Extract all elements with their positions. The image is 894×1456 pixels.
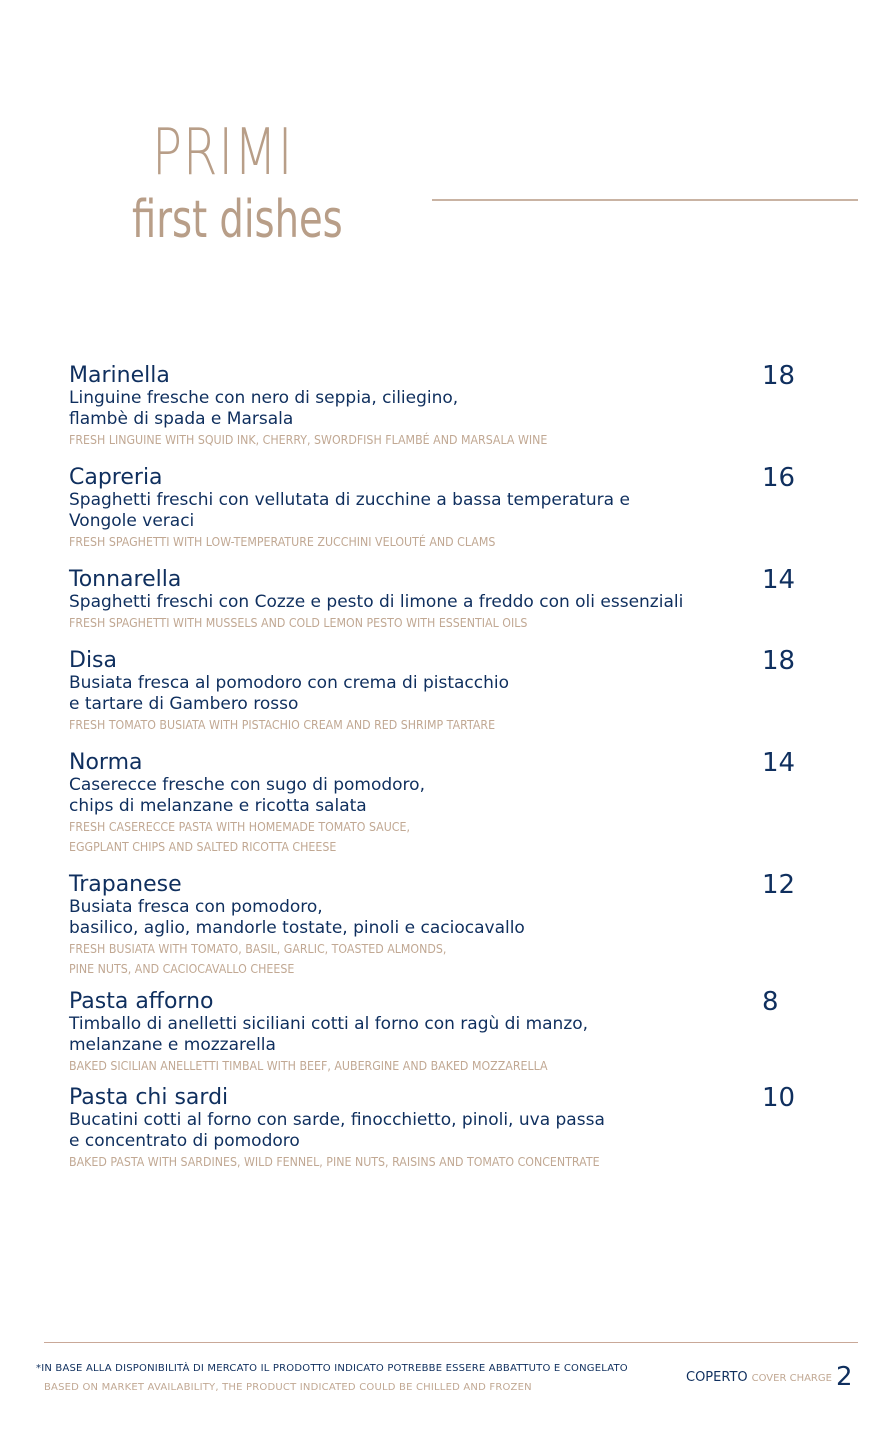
dish-name: Trapanese: [69, 872, 182, 897]
dish-name: Tonnarella: [69, 567, 182, 592]
dish-name: Disa: [69, 648, 117, 673]
dish-description-it: Caserecce fresche con sugo di pomodoro, chips di melanzane e ricotta salata: [69, 775, 425, 816]
menu-item: [69, 463, 829, 552]
dish-description-it: Busiata fresca al pomodoro con crema di pistacchio e tartare di Gambero rosso: [69, 673, 510, 714]
dish-description-it: Linguine fresche con nero di seppia, ciliegino, flambè di spada e Marsala: [69, 388, 459, 429]
footnote-italian: *IN BASE ALLA DISPONIBILITÀ DI MERCATO IL PRODOTTO INDICATO POTREBBE ESSERE ABBATTUTO E CONGELATO: [36, 1363, 628, 1374]
dish-description-it: Timballo di anelletti siciliani cotti al forno con ragù di manzo, melanzane e mozzarella: [69, 1014, 589, 1055]
dish-description-en: FRESH SPAGHETTI WITH MUSSELS AND COLD LEMON PESTO WITH ESSENTIAL OILS: [69, 616, 528, 630]
dish-description-en: FRESH SPAGHETTI WITH LOW-TEMPERATURE ZUCCHINI VELOUTÉ AND CLAMS: [69, 535, 496, 549]
dish-price: 18: [762, 646, 796, 676]
dish-price: 18: [762, 361, 796, 391]
page-title-first-dishes: first dishes: [132, 190, 343, 250]
dish-price: 14: [762, 565, 796, 595]
dish-price: 14: [762, 748, 796, 778]
footer-divider: [44, 1342, 858, 1343]
dish-description-it: Spaghetti freschi con vellutata di zucchine a bassa temperatura e Vongole veraci: [69, 490, 630, 531]
cover-charge-label: COPERTO: [686, 1370, 748, 1385]
menu-item: [69, 646, 829, 735]
dish-price: 12: [762, 870, 796, 900]
menu-item: [69, 870, 829, 979]
title-divider: [432, 199, 858, 201]
menu-item: [69, 361, 829, 450]
footnote-english: BASED ON MARKET AVAILABILITY, THE PRODUCT INDICATED COULD BE CHILLED AND FROZEN: [44, 1382, 532, 1393]
dish-name: Norma: [69, 750, 143, 775]
dish-description-en: FRESH LINGUINE WITH SQUID INK, CHERRY, SWORDFISH FLAMBÉ AND MARSALA WINE: [69, 433, 548, 447]
dish-description-it: Bucatini cotti al forno con sarde, finocchietto, pinoli, uva passa e concentrato di pomodoro: [69, 1110, 605, 1151]
dish-name: Pasta afforno: [69, 989, 214, 1014]
cover-charge-label-en: COVER CHARGE: [751, 1373, 832, 1384]
menu-item: [69, 1083, 829, 1172]
dish-description-en: FRESH CASERECCE PASTA WITH HOMEMADE TOMATO SAUCE, EGGPLANT CHIPS AND SALTED RICOTTA CHEESE: [69, 820, 410, 854]
menu-item: [69, 987, 829, 1076]
dish-price: 10: [762, 1083, 796, 1113]
cover-charge-price: 2: [835, 1362, 853, 1392]
dish-name: Marinella: [69, 363, 170, 388]
menu-item: [69, 565, 829, 633]
dish-price: 16: [762, 463, 796, 493]
dish-description-it: Spaghetti freschi con Cozze e pesto di limone a freddo con oli essenziali: [69, 592, 684, 612]
dish-description-en: BAKED SICILIAN ANELLETTI TIMBAL WITH BEEF, AUBERGINE AND BAKED MOZZARELLA: [69, 1059, 548, 1073]
dish-name: Capreria: [69, 465, 163, 490]
dish-name: Pasta chi sardi: [69, 1085, 229, 1110]
page-title-primi: PRIMI: [152, 116, 294, 190]
dish-description-en: FRESH TOMATO BUSIATA WITH PISTACHIO CREAM AND RED SHRIMP TARTARE: [69, 718, 496, 732]
cover-charge: [686, 1362, 853, 1392]
menu-item: [69, 748, 829, 857]
dish-description-en: FRESH BUSIATA WITH TOMATO, BASIL, GARLIC, TOASTED ALMONDS, PINE NUTS, AND CACIOCAVALLO CHEESE: [69, 942, 447, 976]
dish-description-en: BAKED PASTA WITH SARDINES, WILD FENNEL, PINE NUTS, RAISINS AND TOMATO CONCENTRATE: [69, 1155, 600, 1169]
dish-description-it: Busiata fresca con pomodoro, basilico, aglio, mandorle tostate, pinoli e caciocavallo: [69, 897, 525, 938]
dish-price: 8: [762, 987, 779, 1017]
